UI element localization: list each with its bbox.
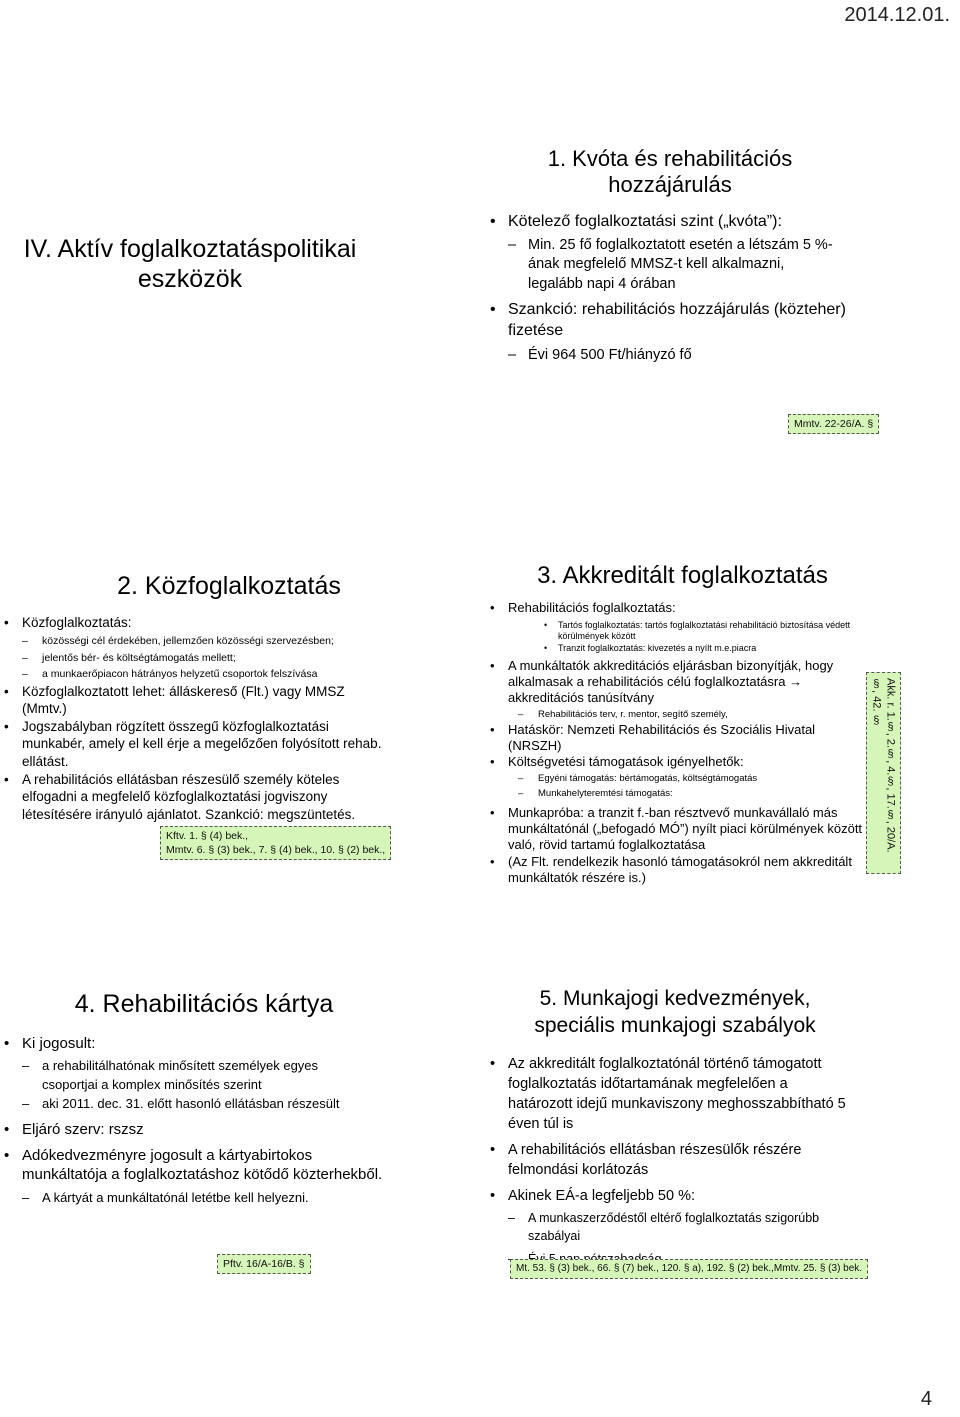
slide-5-title-line2: speciális munkajogi szabályok [534,1014,816,1038]
list-item: • Közfoglalkoztatott lehet: álláskereső (Flt.) vagy MMSZ (Mmtv.) [4,683,384,718]
list-subitem: – Min. 25 fő foglalkoztatott esetén a létszám 5 %-ának megfelelő MMSZ-t kell alkalmazni, legalább napi 4 órában [508,236,870,295]
list-item: • A rehabilitációs ellátásban részesülők részére felmondási korlátozás [490,1140,870,1180]
slide-iv-title-line2: eszközök [137,264,243,293]
list-item: • Munkapróba: a tranzit f.-ban résztvevő munkavállaló más munkáltatónál („befogadó MÓ”) nyílt piaci körülmények között való, rövid tartamú foglalkoztatása [490,805,865,854]
slide-1 [490,146,870,366]
list-item: • Költségvetési támogatások igényelhetők: – Egyéni támogatás: bértámogatás, költségtámogatás – Munkahelyteremtési támogatás: [490,754,865,802]
slide-iv [10,235,370,294]
slide-5-title-line1: 5. Munkajogi kedvezmények, [539,987,811,1010]
slide-3 [490,562,865,886]
list-item: • A munkáltatók akkreditációs eljárásban bizonyítják, hogy alkalmasak a rehabilitációs célú foglalkoztatásra → akkreditációs tanúsítvány – Rehabilitációs terv, r. mentor, segítő személy, [490,658,865,722]
source-reference: Kftv. 1. § (4) bek., Mmtv. 6. § (3) bek., 7. § (4) bek., 10. § (2) bek., [160,826,391,860]
list-item: • Közfoglalkoztatás: – közösségi cél érdekében, jellemzően közösségi szervezésben; – jelentős bér- és költségtámogatás mellett; – a munkaerőpiacon hátrányos helyzetű csoportok felszívása [4,614,384,683]
slide-3-title: 3. Akkreditált foglalkoztatás [537,562,828,589]
slide-1-title-line2: hozzájárulás [608,171,732,197]
list-item: • Szankció: rehabilitációs hozzájárulás (közteher) fizetése – Évi 964 500 Ft/hiányzó fő [490,300,870,365]
list-item: • Kötelező foglalkoztatási szint („kvóta”): – Min. 25 fő foglalkoztatott esetén a létszám 5 %-ának megfelelő MMSZ-t kell alkalmazni, legalább napi 4 órában [490,212,870,294]
list-subitem: – Munkahelyteremtési támogatás: [518,787,865,802]
slide-3-list [490,600,865,886]
slide-5 [490,985,870,1269]
slide-1-title-line1: 1. Kvóta és rehabilitációs [547,146,793,171]
list-subitem: – közösségi cél érdekében, jellemzően közösségi szervezésben; [22,633,384,650]
source-reference: Akk. r. 1.§, 2.§, 4.§, 17.§, 20/A. §, 42. § [866,672,901,874]
list-subitem: – a rehabilitálhatónak minősített személyek egyes csoportjai a komplex minősítés szerint [22,1057,384,1095]
slide-4-list [4,1034,384,1209]
list-item: • Ki jogosult: – a rehabilitálhatónak minősített személyek egyes csoportjai a komplex minősítés szerint – aki 2011. dec. 31. előtt hasonló ellátásban részesült [4,1034,384,1114]
list-subitem: – Egyéni támogatás: bértámogatás, költségtámogatás [518,772,865,787]
slide-4 [4,990,384,1208]
list-item: • Az akkreditált foglalkoztatónál történő támogatott foglalkoztatás időtartamának megfelelően a határozott idejű munkaviszony meghosszabbítható 5 éven túl is [490,1054,870,1134]
list-subitem: – Rehabilitációs terv, r. mentor, segítő személy, [518,708,865,721]
slide-1-list [490,212,870,366]
list-subitem: – Évi 964 500 Ft/hiányzó fő [508,346,850,366]
list-subitem: – a munkaerőpiacon hátrányos helyzetű csoportok felszívása [22,666,384,683]
list-subitem: – A kártyát a munkáltatónál letétbe kell helyezni. [22,1189,384,1208]
list-item: • A rehabilitációs ellátásban részesülő személy köteles elfogadni a megfelelő közfoglalkoztatási jogviszony létesítésére irányuló ajánlatot. Szankció: megszüntetés. [4,771,384,824]
slide-iv-title [10,235,370,294]
page-number: 4 [920,1388,932,1410]
list-item: • Hatáskör: Nemzeti Rehabilitációs és Szociális Hivatal (NRSZH) [490,722,865,755]
source-reference: Pftv. 16/A-16/B. § [217,1254,311,1274]
slide-2 [4,572,384,823]
source-reference: Mmtv. 22-26/A. § [788,414,879,434]
slide-2-title: 2. Közfoglalkoztatás [117,572,341,600]
list-subitem: • Tartós foglalkoztatás: tartós foglalkoztatási rehabilitáció biztosítása védett körülmények között [544,620,865,643]
list-item: • Rehabilitációs foglalkoztatás: • Tartós foglalkoztatás: tartós foglalkoztatási rehabilitáció biztosítása védett körülmények között • Tranzit foglalkoztatás: kivezetés a nyílt m.e.piacra [490,600,865,654]
list-subitem: – jelentős bér- és költségtámogatás mellett; [22,650,384,667]
list-item: • Akinek EÁ-a legfeljebb 50 %: – A munkaszerződéstől eltérő foglalkoztatás szigorúbb szabályai – [490,1186,870,1269]
header-date: 2014.12.01. [844,4,950,26]
list-subitem: – aki 2011. dec. 31. előtt hasonló ellátásban részesült [22,1095,384,1114]
slide-iv-title-line1: IV. Aktív foglalkoztatáspolitikai [23,235,357,263]
list-item: • Jogszabályban rögzített összegű közfoglalkoztatási munkabér, amely el kell érje a megelőzően folyósított rehab. ellátást. [4,718,384,771]
list-item: • (Az Flt. rendelkezik hasonló támogatásokról nem akkreditált munkáltatók részére is.) [490,854,865,887]
slide-5-list [490,1054,870,1269]
source-reference: Mt. 53. § (3) bek., 66. § (7) bek., 120. § a), 192. § (2) bek.,Mmtv. 25. § (3) bek. [510,1259,868,1279]
slide-4-title: 4. Rehabilitációs kártya [74,990,334,1018]
slide-2-list [4,614,384,824]
list-subitem: – A munkaszerződéstől eltérő foglalkoztatás szigorúbb szabályai [508,1209,870,1247]
list-item: • Adókedvezményre jogosult a kártyabirtokos munkáltatója a foglalkoztatáshoz kötődő közterhekből. – A kártyát a munkáltatónál letétbe kell helyezni. [4,1146,384,1208]
list-subitem: • Tranzit foglalkoztatás: kivezetés a nyílt m.e.piacra [544,643,865,655]
list-item: • Eljáró szerv: rszsz [4,1120,384,1140]
slide-5-title [490,985,860,1040]
slide-1-title [490,146,850,198]
